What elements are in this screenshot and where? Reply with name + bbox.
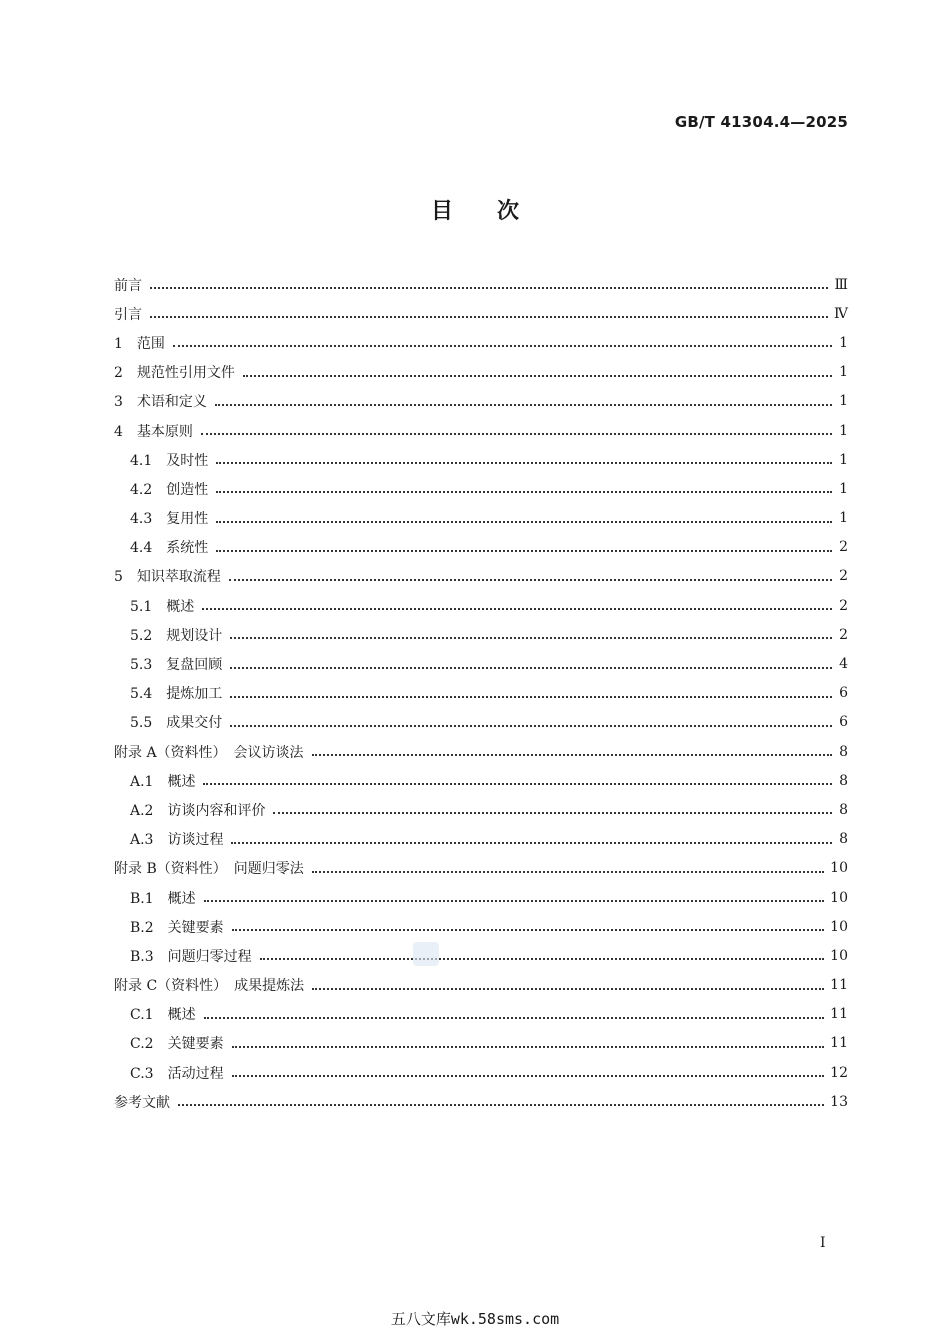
toc-entry-label: 概述 <box>167 773 196 790</box>
toc-entry-label: 前言 <box>114 277 142 294</box>
toc-entry-page: 10 <box>830 889 848 906</box>
toc-leader-dots <box>232 928 825 931</box>
toc-entry-page: 12 <box>830 1064 848 1081</box>
toc-entry[interactable] <box>114 445 848 474</box>
toc-leader-dots <box>202 607 832 610</box>
toc-entry[interactable] <box>114 591 848 620</box>
footer-watermark-text: 五八文库wk.58sms.com <box>390 1310 560 1328</box>
toc-entry-number: A.1 <box>130 773 168 790</box>
toc-entry-label: 关键要素 <box>167 919 224 936</box>
toc-entry-page: Ⅲ <box>834 276 848 293</box>
toc-entry-label: 知识萃取流程 <box>136 569 221 586</box>
toc-entry-label: 提炼加工 <box>166 686 223 703</box>
toc-leader-dots <box>178 1103 824 1106</box>
toc-entry[interactable] <box>114 766 848 795</box>
toc-entry-label: 及时性 <box>166 452 209 469</box>
toc-leader-dots <box>150 315 828 318</box>
toc-entry[interactable] <box>114 825 848 854</box>
table-of-contents <box>114 270 848 1116</box>
toc-entry-label: 系统性 <box>166 540 209 557</box>
toc-entry-number: B.2 <box>130 919 168 936</box>
toc-leader-dots <box>229 578 832 581</box>
toc-leader-dots <box>312 987 824 990</box>
toc-entry-number: 4.3 <box>130 511 167 528</box>
toc-leader-dots <box>215 403 832 406</box>
toc-leader-dots <box>201 432 832 435</box>
toc-entry-page: 1 <box>839 393 848 410</box>
toc-entry-number: 5.4 <box>130 686 167 703</box>
toc-entry-page: 4 <box>839 656 848 673</box>
toc-entry-label: 附录 C（资料性） 成果提炼法 <box>114 978 305 995</box>
toc-entry[interactable] <box>114 737 848 766</box>
toc-entry-label: 复用性 <box>166 511 209 528</box>
toc-entry-label: 引言 <box>114 306 142 323</box>
toc-entry-label: 概述 <box>167 890 196 907</box>
toc-entry-number: C.2 <box>130 1036 168 1053</box>
toc-entry-page: 8 <box>839 801 848 818</box>
toc-entry[interactable] <box>114 299 848 328</box>
toc-leader-dots <box>230 636 832 639</box>
toc-leader-dots <box>173 344 832 347</box>
toc-entry[interactable] <box>114 474 848 503</box>
toc-leader-dots <box>216 490 832 493</box>
toc-entry-number: 5.5 <box>130 715 167 732</box>
toc-entry-label: 参考文献 <box>114 1094 170 1111</box>
toc-entry[interactable] <box>114 270 848 299</box>
toc-entry[interactable] <box>114 358 848 387</box>
toc-leader-dots <box>204 899 825 902</box>
toc-entry-page: 8 <box>839 743 848 760</box>
toc-entry-number: C.1 <box>130 1007 168 1024</box>
toc-entry-page: 13 <box>830 1093 848 1110</box>
toc-entry-label: 活动过程 <box>167 1065 224 1082</box>
toc-entry-page: 1 <box>839 422 848 439</box>
toc-entry-number: C.3 <box>130 1065 168 1082</box>
toc-leader-dots <box>260 957 825 960</box>
toc-entry-page: 1 <box>839 480 848 497</box>
toc-entry-label: 问题归零过程 <box>167 948 252 965</box>
toc-entry[interactable] <box>114 795 848 824</box>
toc-entry[interactable] <box>114 679 848 708</box>
toc-leader-dots <box>216 461 832 464</box>
toc-entry[interactable] <box>114 387 848 416</box>
standard-code: GB/T 41304.4—2025 <box>674 113 848 131</box>
toc-entry[interactable] <box>114 533 848 562</box>
toc-entry-number: 5.3 <box>130 657 167 674</box>
toc-entry-page: 11 <box>830 977 848 994</box>
toc-entry-number: 5.1 <box>130 598 167 615</box>
toc-entry-number: 1 <box>114 335 137 352</box>
toc-leader-dots <box>230 695 832 698</box>
toc-entry[interactable] <box>114 971 848 1000</box>
toc-leader-dots <box>232 1074 825 1077</box>
toc-entry-label: 概述 <box>167 1007 196 1024</box>
toc-entry-page: 11 <box>830 1035 848 1052</box>
toc-entry-page: 2 <box>839 626 848 643</box>
toc-leader-dots <box>216 549 832 552</box>
toc-entry[interactable] <box>114 328 848 357</box>
toc-entry-label: 术语和定义 <box>136 394 207 411</box>
toc-entry[interactable] <box>114 620 848 649</box>
toc-leader-dots <box>150 286 828 289</box>
toc-entry-number: 4.4 <box>130 540 167 557</box>
toc-leader-dots <box>204 1016 825 1019</box>
page-title: 目 次 <box>430 199 519 224</box>
toc-entry[interactable] <box>114 562 848 591</box>
toc-entry-number: A.2 <box>130 802 168 819</box>
toc-entry-page: 1 <box>839 364 848 381</box>
toc-entry-number: 4 <box>114 423 137 440</box>
toc-entry[interactable] <box>114 854 848 883</box>
toc-entry-label: 附录 B（资料性） 问题归零法 <box>114 861 304 878</box>
toc-entry-number: B.3 <box>130 948 168 965</box>
toc-entry-page: 2 <box>839 597 848 614</box>
toc-entry-label: 基本原则 <box>136 423 193 440</box>
toc-entry-page: 10 <box>830 918 848 935</box>
toc-entry-page: 6 <box>839 685 848 702</box>
toc-entry-page: 8 <box>839 831 848 848</box>
toc-leader-dots <box>230 724 832 727</box>
toc-entry-page: 2 <box>839 568 848 585</box>
toc-leader-dots <box>312 870 824 873</box>
toc-entry-page: 1 <box>839 451 848 468</box>
toc-leader-dots <box>231 841 832 844</box>
toc-leader-dots <box>312 753 832 756</box>
toc-entry-label: 创造性 <box>166 481 209 498</box>
toc-entry-label: 复盘回顾 <box>166 657 223 674</box>
toc-entry-number: B.1 <box>130 890 168 907</box>
toc-entry-page: 1 <box>839 510 848 527</box>
toc-entry-number: 5 <box>114 569 137 586</box>
toc-entry[interactable] <box>114 504 848 533</box>
toc-entry[interactable] <box>114 708 848 737</box>
toc-leader-dots <box>273 811 832 814</box>
toc-entry[interactable] <box>114 1087 848 1116</box>
toc-entry-label: 范围 <box>136 335 165 352</box>
toc-entry[interactable] <box>114 941 848 970</box>
toc-leader-dots <box>216 520 832 523</box>
toc-entry-number: 4.2 <box>130 481 167 498</box>
toc-entry-label: 规范性引用文件 <box>136 365 235 382</box>
page-number: Ⅰ <box>820 1235 826 1251</box>
toc-entry-page: 6 <box>839 714 848 731</box>
toc-entry[interactable] <box>114 1000 848 1029</box>
toc-entry-page: 10 <box>830 860 848 877</box>
toc-entry-number: 4.1 <box>130 452 167 469</box>
toc-entry-page: 1 <box>839 334 848 351</box>
watermark-logo <box>413 942 439 966</box>
toc-entry[interactable] <box>114 416 848 445</box>
toc-leader-dots <box>243 374 832 377</box>
toc-entry-page: 11 <box>830 1006 848 1023</box>
toc-entry-label: 访谈过程 <box>167 832 224 849</box>
toc-entry-number: A.3 <box>130 832 168 849</box>
toc-entry[interactable] <box>114 1058 848 1087</box>
toc-leader-dots <box>203 782 832 785</box>
toc-leader-dots <box>230 666 832 669</box>
toc-leader-dots <box>232 1045 825 1048</box>
toc-entry-number: 3 <box>114 394 137 411</box>
toc-entry-page: Ⅳ <box>834 305 848 322</box>
toc-entry[interactable] <box>114 649 848 678</box>
toc-entry-label: 规划设计 <box>166 627 223 644</box>
toc-entry[interactable] <box>114 912 848 941</box>
toc-entry-page: 10 <box>830 947 848 964</box>
toc-entry-label: 附录 A（资料性） 会议访谈法 <box>114 744 304 761</box>
toc-entry[interactable] <box>114 883 848 912</box>
toc-entry-number: 5.2 <box>130 627 167 644</box>
toc-entry-label: 概述 <box>166 598 195 615</box>
toc-entry[interactable] <box>114 1029 848 1058</box>
toc-entry-label: 访谈内容和评价 <box>167 802 266 819</box>
toc-entry-page: 8 <box>839 772 848 789</box>
toc-entry-label: 成果交付 <box>166 715 223 732</box>
toc-entry-label: 关键要素 <box>167 1036 224 1053</box>
toc-entry-page: 2 <box>839 539 848 556</box>
toc-entry-number: 2 <box>114 365 137 382</box>
